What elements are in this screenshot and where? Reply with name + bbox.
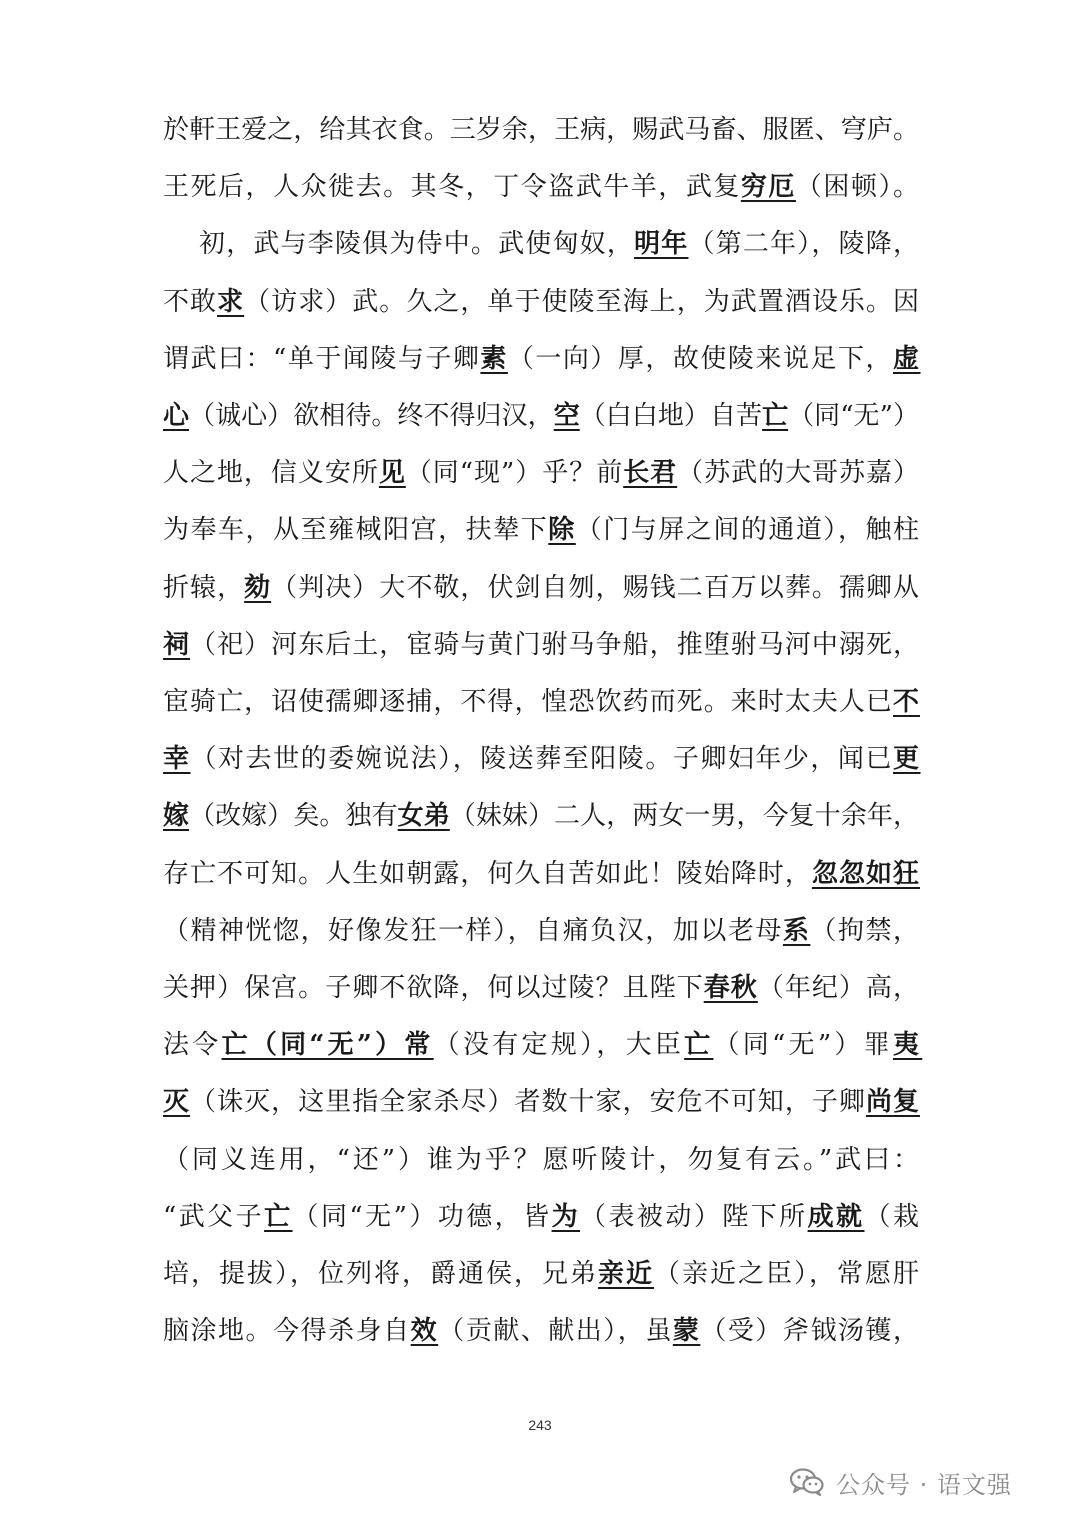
text-segment: （白白地）自苦 bbox=[579, 401, 763, 431]
text-segment: （对去世的委婉说法），陵送葬至阳陵。子卿妇年少，闻已 bbox=[190, 744, 893, 775]
wechat-icon bbox=[790, 1468, 824, 1496]
text-line-content bbox=[163, 1191, 921, 1243]
text-line bbox=[163, 562, 923, 614]
text-segment: 王死后，人众徙去。其冬，丁令盗武牛羊，武复 bbox=[163, 172, 741, 203]
text-line bbox=[163, 962, 923, 1014]
text-line bbox=[163, 104, 923, 156]
text-segment: 培，提拔），位列将，爵通侯，兄弟 bbox=[163, 1259, 598, 1289]
text-segment: （受）斧钺汤镬， bbox=[700, 1316, 921, 1347]
text-line-content bbox=[163, 504, 921, 556]
text-segment: 为奉车，从至雍棫阳宫，扶辇下 bbox=[163, 515, 549, 546]
text-line-content bbox=[163, 676, 920, 728]
text-segment: 关押）保宫。子卿不欲降，何以过陵？且陛下 bbox=[163, 973, 704, 1003]
text-segment: （精神恍惚，好像发狂一样），自痛负汉，加以老母 bbox=[163, 915, 783, 946]
text-segment: 初，武与李陵俱为侍中。武使匈奴， bbox=[199, 229, 635, 260]
annotated-term: 忽忽如狂 bbox=[811, 858, 921, 889]
text-line-content bbox=[199, 218, 920, 270]
annotated-term: 除 bbox=[548, 515, 576, 546]
text-line bbox=[163, 1305, 923, 1357]
annotated-term: 蒙 bbox=[672, 1316, 701, 1347]
text-line-content bbox=[163, 905, 921, 957]
text-line bbox=[163, 276, 923, 328]
text-line bbox=[163, 905, 923, 957]
text-segment: 存亡不可知。人生如朝露，何久自苦如此！陵始降时， bbox=[163, 858, 812, 889]
annotated-term: 更 bbox=[892, 744, 921, 775]
annotated-term: 亲近 bbox=[597, 1259, 654, 1289]
annotated-term: 灭 bbox=[163, 1087, 191, 1118]
text-line bbox=[163, 390, 923, 442]
text-segment: （年纪）高， bbox=[757, 973, 921, 1003]
annotated-term: 心 bbox=[163, 401, 190, 431]
text-segment: 不敢 bbox=[163, 286, 218, 317]
text-line-content bbox=[163, 1305, 921, 1357]
text-segment: （门与屏之间的通道），触柱 bbox=[575, 515, 921, 546]
text-segment: （栽 bbox=[864, 1201, 922, 1232]
text-line-content bbox=[163, 733, 921, 785]
text-segment: 折辕， bbox=[163, 572, 245, 603]
annotated-term: 嫁 bbox=[163, 801, 190, 832]
text-line-content bbox=[163, 562, 920, 614]
text-line-content bbox=[163, 1134, 922, 1186]
annotated-term: 夷 bbox=[892, 1030, 923, 1061]
text-segment: （同义连用，“还”）谁为乎？愿听陵计，勿复有云。”武曰： bbox=[163, 1144, 922, 1175]
annotated-term: 长君 bbox=[623, 458, 678, 489]
annotated-term: 尚复 bbox=[865, 1087, 921, 1118]
text-segment: （同“现”）乎？前 bbox=[405, 458, 624, 489]
text-line bbox=[163, 1019, 923, 1071]
annotated-term: 祠 bbox=[163, 629, 191, 660]
text-segment: （贡献、献出），虽 bbox=[438, 1316, 673, 1347]
text-segment: （改嫁）矣。独有 bbox=[189, 801, 398, 832]
annotated-term: 明年 bbox=[634, 229, 689, 260]
text-segment: （诚心）欲相待。终不得归汉， bbox=[189, 401, 554, 431]
text-line-content bbox=[163, 790, 919, 842]
text-segment: （第二年），陵降， bbox=[688, 229, 921, 260]
text-line bbox=[163, 1248, 923, 1300]
annotated-term: 不 bbox=[892, 687, 921, 717]
text-segment: 谓武曰：“单于闻陵与子卿 bbox=[163, 343, 481, 374]
text-line-content bbox=[163, 447, 920, 499]
text-line-content bbox=[163, 962, 920, 1014]
text-line-content bbox=[163, 619, 920, 671]
watermark bbox=[790, 1464, 1012, 1500]
annotated-term: 劾 bbox=[244, 572, 272, 603]
text-line bbox=[163, 676, 923, 728]
annotated-term: 女弟 bbox=[397, 801, 450, 832]
text-line bbox=[163, 1076, 923, 1128]
text-segment: （诛灭，这里指全家杀尽）者数十家，安危不可知，子卿 bbox=[190, 1087, 866, 1118]
watermark-text: 公众号 · 语文强 bbox=[836, 1470, 1012, 1499]
text-line-content bbox=[163, 1019, 922, 1071]
annotated-term: 亡 bbox=[684, 1030, 714, 1061]
text-segment: 宦骑亡，诏使孺卿逐捕，不得，惶恐饮药而死。来时太夫人已 bbox=[163, 687, 893, 717]
text-line bbox=[163, 333, 923, 385]
text-segment: （同“无”）罪 bbox=[713, 1030, 893, 1061]
annotated-term: 见 bbox=[378, 458, 406, 489]
text-line bbox=[163, 447, 923, 499]
text-line bbox=[163, 504, 923, 556]
text-line bbox=[163, 1134, 923, 1186]
text-segment: （同“无”）功德，皆 bbox=[292, 1201, 552, 1232]
annotated-term: 穷厄 bbox=[740, 172, 796, 203]
text-line bbox=[163, 1191, 923, 1243]
text-segment: （一向）厚，故使陵来说足下， bbox=[507, 343, 893, 374]
text-segment: （祀）河东后土，宦骑与黄门驸马争船，推堕驸马河中溺死， bbox=[190, 629, 921, 660]
text-line-content bbox=[163, 161, 921, 213]
annotated-term: 虚 bbox=[892, 343, 921, 374]
text-line bbox=[163, 733, 923, 785]
text-segment: （访求）武。久之，单于使陵至海上，为武置酒设乐。因 bbox=[244, 286, 921, 317]
text-line-content bbox=[163, 104, 919, 156]
annotated-term: 亡（同“无”）常 bbox=[221, 1030, 434, 1061]
text-line bbox=[163, 218, 923, 270]
text-line-content bbox=[163, 1076, 920, 1128]
annotated-term: 为 bbox=[551, 1201, 581, 1232]
text-segment: （拘禁， bbox=[810, 915, 921, 946]
annotated-term: 效 bbox=[410, 1316, 439, 1347]
text-segment: 脑涂地。今得杀身自 bbox=[163, 1316, 411, 1347]
annotated-term: 亡 bbox=[264, 1201, 293, 1232]
text-line-content bbox=[163, 390, 919, 442]
text-line bbox=[163, 619, 923, 671]
annotated-term: 成就 bbox=[807, 1201, 865, 1232]
annotated-term: 春秋 bbox=[703, 973, 758, 1003]
text-segment: 法令 bbox=[163, 1030, 222, 1061]
text-line bbox=[163, 848, 923, 900]
text-segment: （没有定规），大臣 bbox=[433, 1030, 685, 1061]
text-segment: （同“无”） bbox=[788, 401, 919, 431]
text-line-content bbox=[163, 1248, 921, 1300]
text-segment: （妹妹）二人，两女一男，今复十余年， bbox=[449, 801, 920, 832]
annotated-term: 幸 bbox=[163, 744, 191, 775]
page-number: 243 bbox=[528, 1417, 552, 1433]
annotated-term: 空 bbox=[553, 401, 580, 431]
text-segment: 人之地，信义安所 bbox=[163, 458, 379, 489]
text-segment: （亲近之臣），常愿肝 bbox=[653, 1259, 921, 1289]
text-segment: （判决）大不敬，伏剑自刎，赐钱二百万以葬。孺卿从 bbox=[271, 572, 921, 603]
annotated-term: 求 bbox=[217, 286, 245, 317]
text-segment: （苏武的大哥苏嘉） bbox=[677, 458, 920, 489]
text-segment: 於軒王爱之，给其衣食。三岁余，王病，赐武马畜、服匿、穹庐。 bbox=[163, 115, 920, 145]
text-line-content bbox=[163, 333, 921, 385]
text-segment: （困顿）。 bbox=[795, 172, 921, 203]
text-line bbox=[163, 161, 923, 213]
text-segment: “武父子 bbox=[163, 1201, 265, 1232]
text-line-content bbox=[163, 848, 920, 900]
text-segment: （表被动）陛下所 bbox=[580, 1201, 808, 1232]
annotated-term: 系 bbox=[782, 915, 811, 946]
text-line-content bbox=[163, 276, 920, 328]
annotated-term: 素 bbox=[480, 343, 508, 374]
text-line bbox=[163, 790, 923, 842]
annotated-term: 亡 bbox=[762, 401, 789, 431]
